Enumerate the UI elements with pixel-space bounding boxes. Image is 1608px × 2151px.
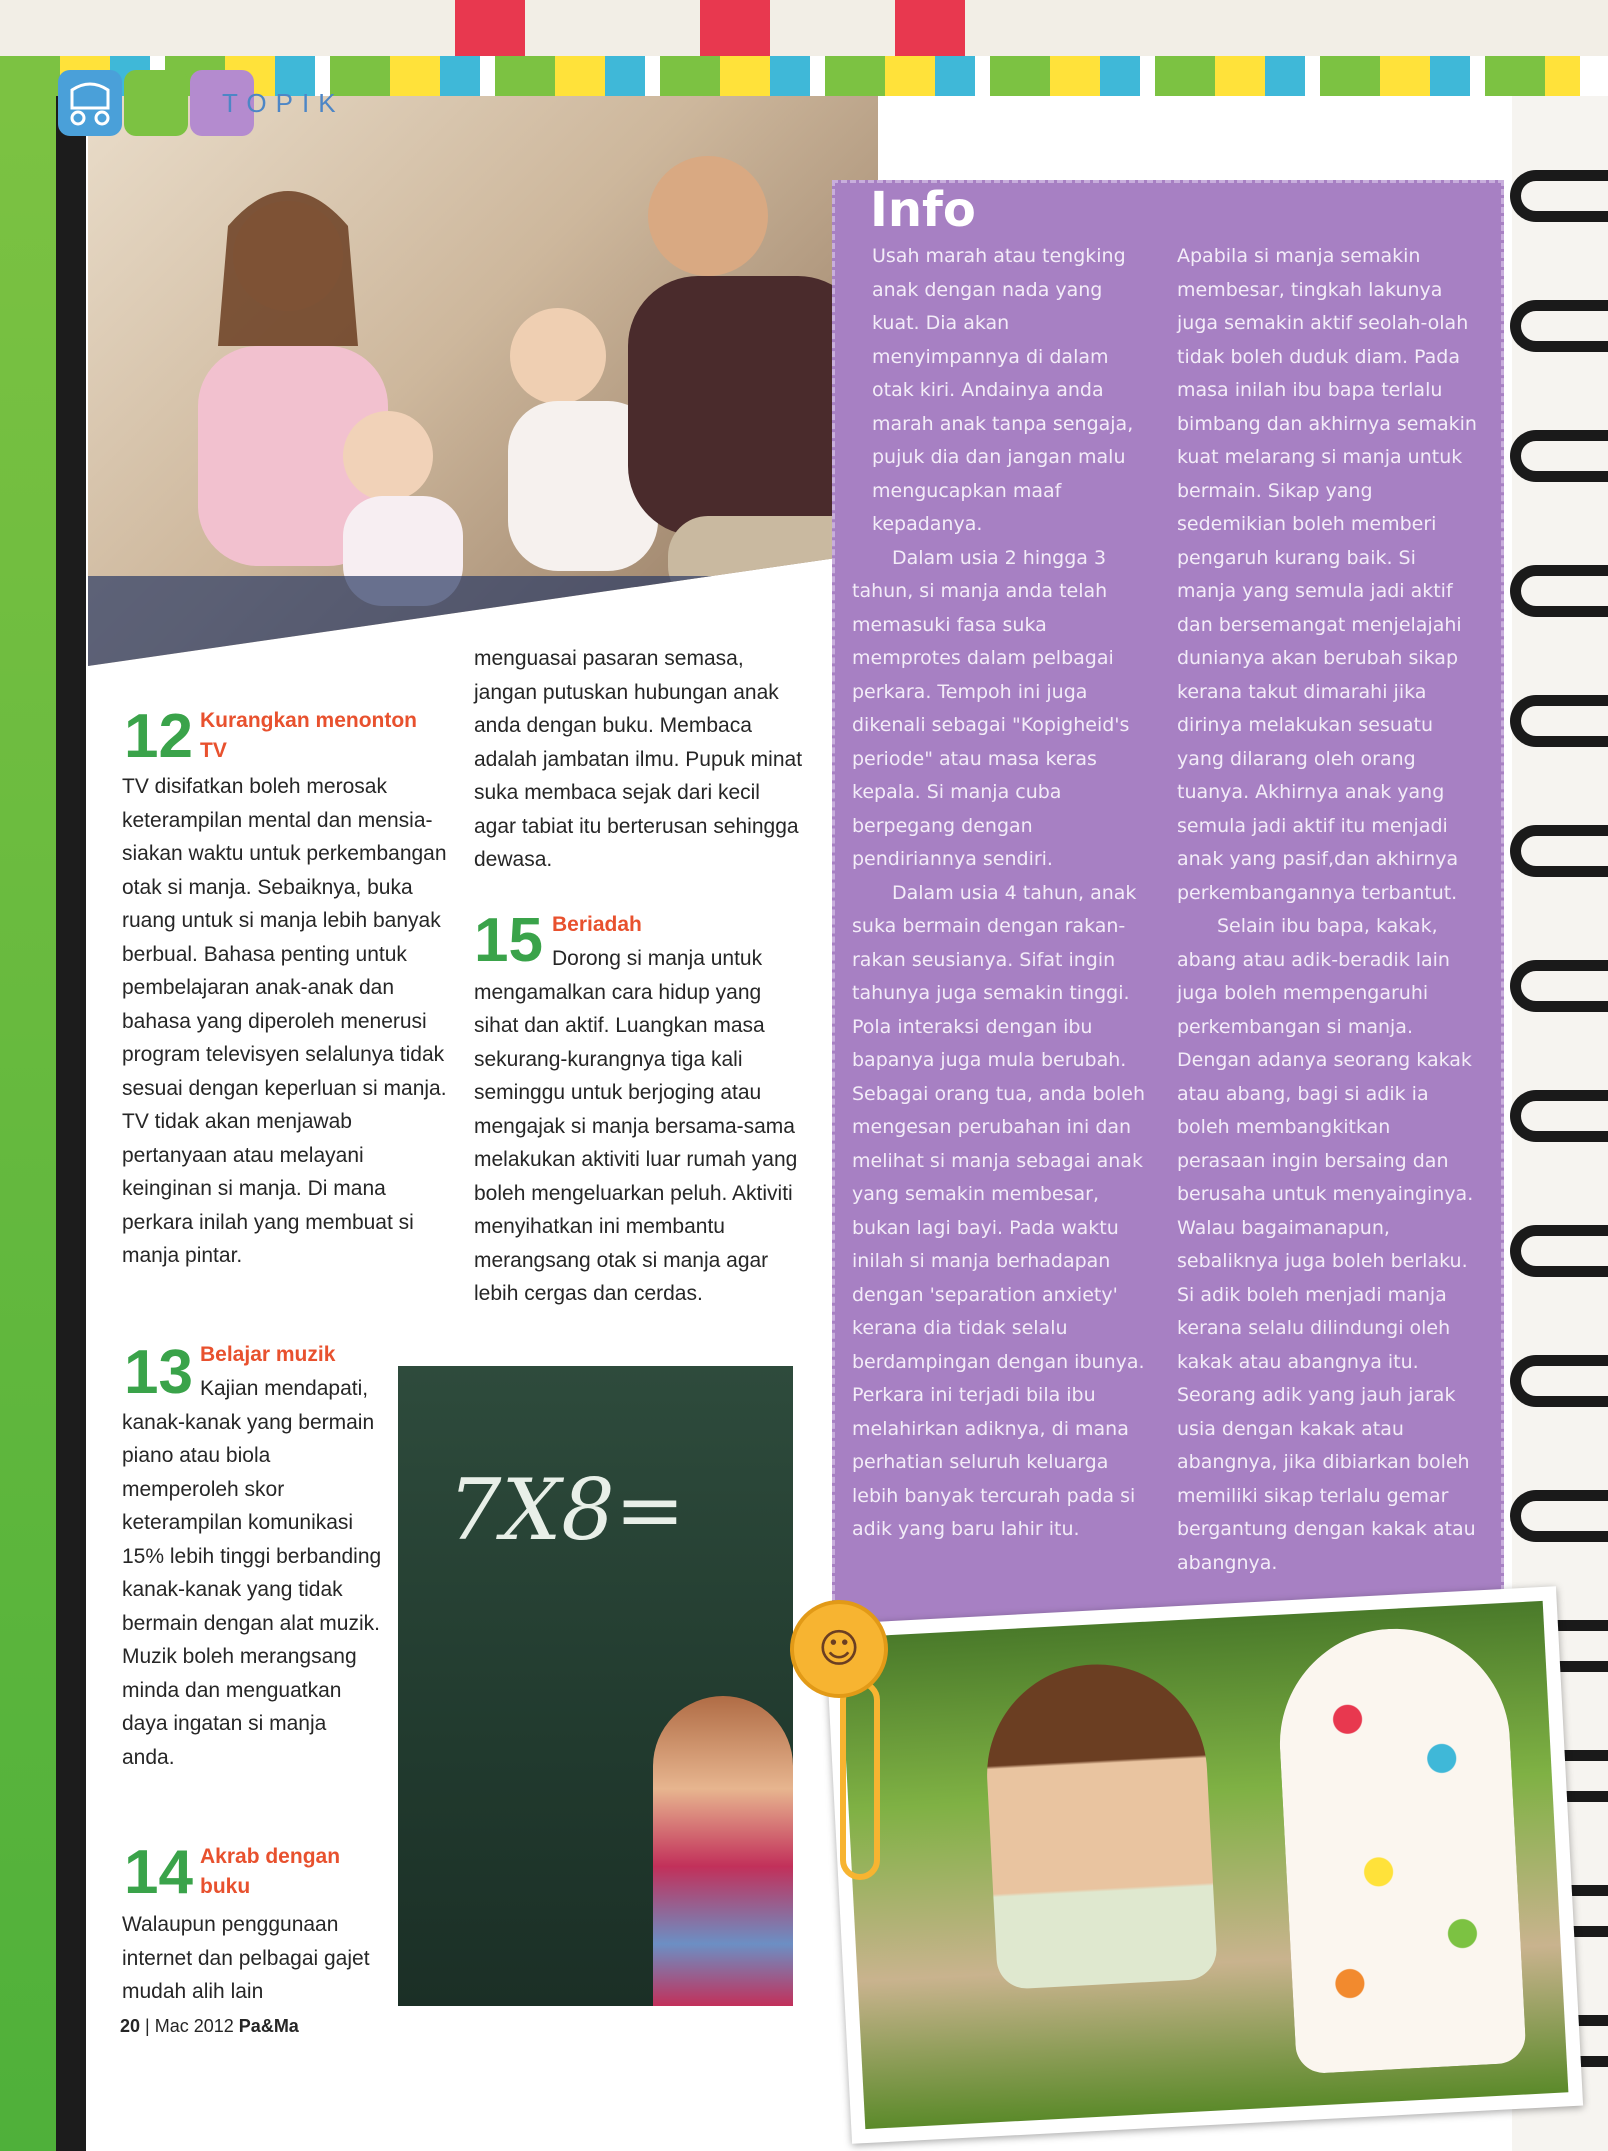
giraffe-icon: ☺ [790, 1600, 888, 1698]
section-body [122, 1372, 382, 1774]
father-head [648, 156, 768, 276]
spiral-ring [1510, 960, 1608, 1012]
info-paragraph: Dalam usia 4 tahun, anak suka bermain dengan rakan-rakan seusianya. Sifat ingin tahunya juga semakin tinggi. Pola interaksi dengan ibu bapanya juga mula berubah. Sebagai orang tua, anda boleh mengesan perubahan ini dan melihat si manja sebagai anak yang semakin membesar, bukan lagi bayi. Pada waktu inilah si manja berhadapan dengan 'separation anxiety' kerana dia tidak selalu berdampingan dengan ibunya. Perkara ini terjadi bila ibu melahirkan adiknya, di mana perhatian seluruh keluarga lebih banyak tercurah pada si adik yang baru lahir itu. [852, 881, 1146, 1540]
girl-figure [653, 1696, 793, 2006]
section-heading: Akrab dengan buku [200, 1845, 341, 1898]
mother-son-photo [825, 1586, 1583, 2144]
section-body [122, 770, 452, 1273]
info-paragraph: Apabila si manja semakin membesar, tingkah lakunya juga semakin aktif seolah-olah tidak boleh duduk diam. Pada masa inilah ibu bapa terlalu bimbang dan akhirnya semakin kuat melarang si manja untuk bermain. Sikap yang sedemikian boleh memberi pengaruh kurang baik. Si manja yang semula jadi aktif dan bersemangat menjelajahi dunianya akan berubah sikap kerana takut dimarahi jika dirinya melakukan sesuatu yang dilarang oleh orang tuanya. Akhirnya anak yang semula jadi aktif itu menjadi anak yang pasif,dan akhirnya perkembangannya terbantut. [1177, 245, 1477, 904]
section-body [474, 942, 804, 1311]
family-illustration [88, 96, 878, 666]
info-column-1 [852, 240, 1148, 1547]
left-green-band [0, 96, 56, 2151]
section-heading: Belajar muzik [200, 1343, 336, 1366]
page-number: 20 [120, 2016, 141, 2036]
girl-head [510, 308, 606, 404]
spiral-ring [1510, 300, 1608, 352]
section-label: TOPIK [222, 88, 345, 118]
spiral-ring [1510, 695, 1608, 747]
spiral-ring [1510, 1490, 1608, 1542]
paragraph: menguasai pasaran semasa, jangan putuskan hubungan anak anda dengan buku. Membaca adalah jambatan ilmu. Pupuk minat suka membaca sejak dari kecil agar tabiat itu berterusan sehingga dewasa. [474, 647, 803, 871]
paragraph: Kajian mendapati, kanak-kanak yang bermain piano atau biola memperoleh skor keterampilan komunikasi 15% lebih tinggi berbanding kanak-kanak yang tidak bermain dengan alat muzik. Muzik boleh merangsang minda dan menguatkan daya ingatan si manja anda. [122, 1377, 382, 1769]
green-square-icon [124, 70, 188, 136]
magazine-name: Pa&Ma [238, 2016, 299, 2036]
spiral-ring [1510, 565, 1608, 617]
chalkboard-photo [398, 1366, 793, 2006]
baby-stroller-icon [58, 70, 122, 136]
page-footer: 20 | Mac 2012 Pa&Ma [120, 2016, 299, 2036]
top-edge [0, 0, 1608, 56]
safety-pin [840, 1680, 880, 1880]
left-black-band [56, 96, 86, 2151]
section-number: 12 [124, 702, 193, 771]
paragraph: Dorong si manja untuk mengamalkan cara hidup yang sihat dan aktif. Luangkan masa sekurang-kurangnya tiga kali seminggu untuk berjoging atau mengajak si manja bersama-sama melakukan aktiviti luar rumah yang boleh mengeluarkan peluh. Aktiviti menyihatkan ini membantu merangsang otak si manja agar lebih cergas dan cerdas. [474, 947, 798, 1305]
section-body [122, 1908, 372, 2009]
info-title: Info [870, 182, 976, 238]
spiral-ring [1510, 1225, 1608, 1277]
info-paragraph: Dalam usia 2 hingga 3 tahun, si manja anda telah memasuki fasa suka memprotes dalam pelbagai perkara. Tempoh ini juga dikenali sebagai "Kopigheid's periode" atau masa keras kepala. Si manja cuba berpegang dengan pendiriannya sendiri. [852, 546, 1130, 870]
section-heading: Beriadah [552, 913, 642, 936]
info-paragraph: Selain ibu bapa, kakak, abang atau adik-beradik lain juga boleh mempengaruhi perkembangan si manja. Dengan adanya seorang kakak atau abang, bagi si adik ia boleh membangkitkan perasaan ingin bersaing dan berusaha untuk menyainginya. Walau bagaimanapun, sebaliknya juga boleh berlaku. Si adik boleh menjadi manja kerana selalu dilindungi oleh kakak atau abangnya itu. Seorang adik yang jauh jarak usia dengan kakak atau abangnya, jika dibiarkan boleh memiliki sikap terlalu gemar bergantung dengan kakak atau abangnya. [1177, 915, 1476, 1574]
section-heading: Kurangkan menonton TV [200, 709, 418, 762]
family-photo [88, 96, 878, 666]
chalkboard-text: 7X8= [448, 1461, 686, 1559]
spiral-ring [1510, 430, 1608, 482]
photo-scene [840, 1601, 1569, 2129]
issue-date: Mac 2012 [154, 2016, 234, 2036]
spiral-ring [1510, 1090, 1608, 1142]
section-number: 14 [124, 1838, 193, 1907]
paragraph: TV disifatkan boleh merosak keterampilan mental dan mensia-siakan waktu untuk perkembangan otak si manja. Sebaiknya, buka ruang untuk si manja lebih banyak berbual. Bahasa penting untuk pembelajaran anak-anak dan bahasa yang diperoleh menerusi program televisyen selalunya tidak sesuai dengan keperluan si manja. TV tidak akan menjawab pertanyaan atau melayani keinginan si manja. Di mana perkara inilah yang membuat si manja pintar. [122, 775, 447, 1267]
spiral-ring [1510, 825, 1608, 877]
section-body-continued [474, 642, 804, 877]
baby-head [343, 411, 433, 501]
spiral-ring [1510, 170, 1608, 222]
mother-hair [218, 191, 358, 346]
boy-figure [982, 1659, 1218, 1990]
paragraph: Walaupun penggunaan internet dan pelbagai gajet mudah alih lain [122, 1913, 370, 2003]
info-column-2 [1177, 240, 1481, 1580]
info-paragraph: Usah marah atau tengking anak dengan nada yang kuat. Dia akan menyimpannya di dalam otak kiri. Andainya anda marah anak tanpa sengaja, pujuk dia dan jangan malu mengucapkan maaf kepadanya. [872, 245, 1134, 535]
section-number: 15 [474, 906, 543, 975]
mother-figure [1274, 1623, 1527, 2074]
section-number: 13 [124, 1338, 193, 1407]
spiral-ring [1510, 1355, 1608, 1407]
